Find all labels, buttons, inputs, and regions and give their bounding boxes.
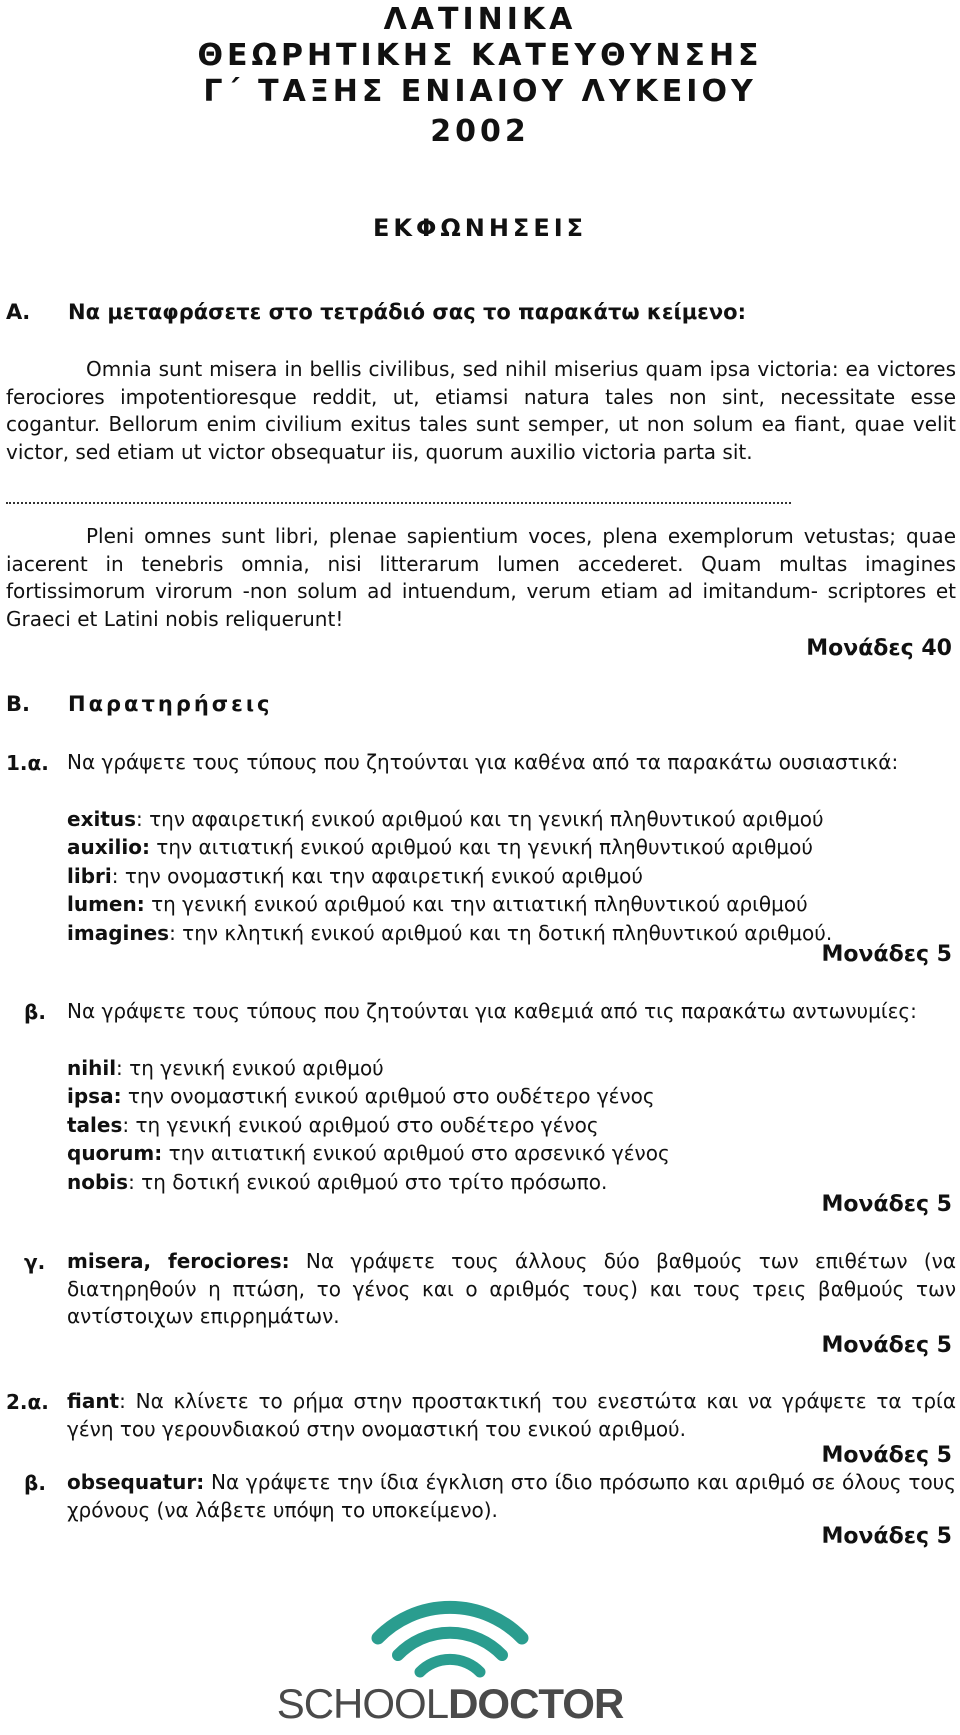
sep: : xyxy=(128,1169,135,1194)
q1a-text: Να γράψετε τους τύπους που ζητούνται για καθένα από τα παρακάτω ουσιαστικά: xyxy=(67,750,899,774)
title-grade: Γ΄ ΤΑΞΗΣ ΕΝΙΑΙΟΥ ΛΥΚΕΙΟΥ xyxy=(203,74,757,109)
term-desc: την αιτιατική ενικού αριθμού στο αρσενικό γένος xyxy=(162,1141,670,1166)
units-section-a: Μονάδες 40 xyxy=(806,636,952,661)
section-a-label: Α. xyxy=(6,300,31,324)
subtitle-questions: ΕΚΦΩΝΗΣΕΙΣ xyxy=(372,214,588,242)
q1b-items xyxy=(67,1054,947,1196)
brand-name xyxy=(260,1680,640,1728)
q1b-text: Να γράψετε τους τύπους που ζητούνται για καθεμιά από τις παρακάτω αντωνυμίες: xyxy=(67,999,917,1023)
section-b-label: Β. xyxy=(6,692,30,716)
list-item xyxy=(67,862,947,890)
term: nobis xyxy=(67,1169,129,1194)
latin-passage-1-text: Omnia sunt misera in bellis civilibus, sed nihil miserius quam ipsa victoria: ea victores ferociores impotentioresque reddit, ut, etiamsi natura tales non sint, necessitate esse cogantur. Bellorum enim civilium exitus tales sunt semper, ut non solum ea fiant, quae velit victor, sed etiam ut victor obsequatur iis, quorum auxilio victoria parta sit. xyxy=(6,357,956,464)
ellipsis-divider xyxy=(6,498,791,504)
q1b-number: β. xyxy=(24,1000,46,1024)
sep: : xyxy=(169,920,176,945)
term: imagines xyxy=(67,920,170,945)
q1c-text xyxy=(67,1248,956,1331)
q2b-text-body: Να γράψετε την ίδια έγκλιση στο ίδιο πρόσωπο και αριθμό σε όλους τους χρόνους (να λάβετε υπόψη το υποκείμενο). xyxy=(67,1470,956,1522)
latin-passage-2-text: Pleni omnes sunt libri, plenae sapientium voces, plena exemplorum vetustas; quae iacerent in tenebris omnia, nisi litterarum lumen accederet. Quam multas imagines fortissimorum virorum -non solum ad intuendum, verum etiam ad imitandum- scriptores et Graeci et Latini nobis reliquerunt! xyxy=(6,524,956,631)
term-desc: την αφαιρετική ενικού αριθμού και τη γενική πληθυντικού αριθμού xyxy=(142,807,824,831)
term: quorum: xyxy=(67,1141,163,1166)
term-desc: την αιτιατική ενικού αριθμού και τη γενική πληθυντικού αριθμού xyxy=(149,835,813,860)
q1c-number: γ. xyxy=(24,1250,46,1274)
term: nihil xyxy=(67,1056,117,1080)
units-q1c: Μονάδες 5 xyxy=(821,1333,952,1358)
list-item xyxy=(67,833,947,861)
units-q2b: Μονάδες 5 xyxy=(821,1524,952,1549)
wifi-arcs-icon xyxy=(260,1590,640,1685)
sep: : xyxy=(122,1112,130,1137)
schooldoctor-logo xyxy=(260,1590,640,1735)
units-q1b: Μονάδες 5 xyxy=(821,1192,952,1217)
term: tales xyxy=(67,1112,123,1137)
brand-part1: SCHOOL xyxy=(276,1680,449,1727)
term-desc: τη γενική ενικού αριθμού στο ουδέτερο γένος xyxy=(129,1112,599,1137)
list-item xyxy=(67,919,947,947)
q2b-text xyxy=(67,1469,956,1524)
q2a-number: 2.α. xyxy=(6,1390,49,1414)
q1c-text-body: Να γράψετε τους άλλους δύο βαθμούς των επιθέτων (να διατηρηθούν η πτώση, το γένος και ο αριθμός τους) και τους τρεις βαθμούς των αντίστοιχων επιρρημάτων. xyxy=(67,1249,957,1328)
section-a-instruction: Να μεταφράσετε στο τετράδιό σας το παρακάτω κείμενο: xyxy=(68,300,746,324)
list-item xyxy=(67,1111,947,1139)
term-desc: την ονομαστική και την αφαιρετική ενικού αριθμού xyxy=(118,863,643,888)
title-subject: ΛΑΤΙΝΙΚΑ xyxy=(383,2,577,37)
q1a-items xyxy=(67,805,947,947)
list-item xyxy=(67,890,947,918)
title-year: 2002 xyxy=(430,114,530,149)
q2a-text-body: : Να κλίνετε το ρήμα στην προστακτική του ενεστώτα και να γράψετε τα τρία γένη του γερουνδιακού στην ονομαστική του ενικού αριθμού. xyxy=(67,1389,956,1441)
section-b-title: Παρατηρήσεις xyxy=(68,692,273,716)
term: fiant xyxy=(67,1389,120,1413)
sep: : xyxy=(111,863,119,888)
term: exitus xyxy=(67,807,137,831)
term-desc: τη γενική ενικού αριθμού xyxy=(122,1056,384,1080)
title-direction: ΘΕΩΡΗΤΙΚΗΣ ΚΑΤΕΥΘΥΝΣΗΣ xyxy=(197,38,763,73)
list-item xyxy=(67,1139,947,1167)
q2b-number: β. xyxy=(24,1471,46,1495)
term: obsequatur: xyxy=(67,1470,205,1494)
term: lumen: xyxy=(67,892,145,917)
q2a-text xyxy=(67,1388,956,1443)
list-item xyxy=(67,1082,947,1110)
term-desc: τη δοτική ενικού αριθμού στο τρίτο πρόσωπο. xyxy=(134,1169,608,1194)
latin-passage-2 xyxy=(6,523,956,633)
term: ipsa: xyxy=(67,1084,122,1109)
term-desc: τη γενική ενικού αριθμού και την αιτιατική πληθυντικού αριθμού xyxy=(144,892,808,917)
term: auxilio: xyxy=(67,835,150,860)
sep: : xyxy=(116,1056,123,1080)
term: misera, ferociores: xyxy=(67,1249,290,1273)
units-q2a: Μονάδες 5 xyxy=(821,1443,952,1468)
term-desc: την κλητική ενικού αριθμού και τη δοτική πληθυντικού αριθμού. xyxy=(175,920,833,945)
units-q1a: Μονάδες 5 xyxy=(821,942,952,967)
term-desc: την ονομαστική ενικού αριθμού στο ουδέτερο γένος xyxy=(121,1084,655,1109)
list-item xyxy=(67,1054,947,1082)
sep: : xyxy=(136,807,143,831)
brand-part2: DOCTOR xyxy=(448,1680,624,1727)
term: libri xyxy=(67,863,112,888)
list-item xyxy=(67,1168,947,1196)
q1a-number: 1.α. xyxy=(6,751,49,775)
list-item xyxy=(67,805,947,833)
latin-passage-1 xyxy=(6,356,956,466)
